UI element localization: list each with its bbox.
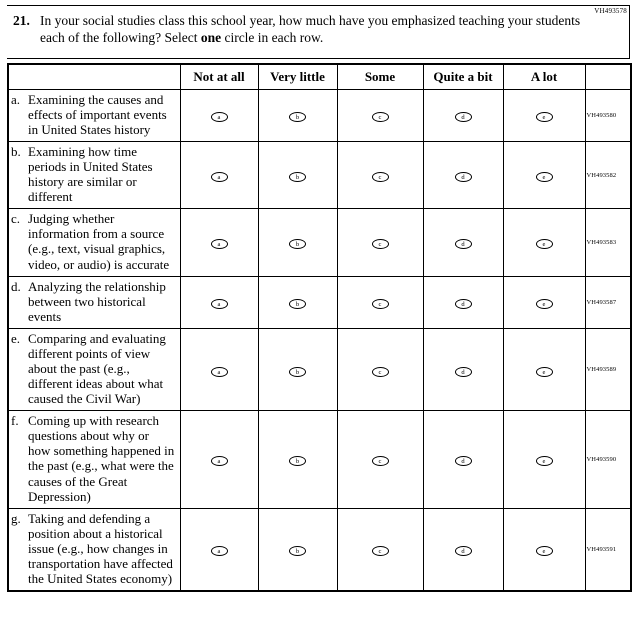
row-id: VH493583 (586, 238, 617, 246)
question-text-suffix: circle in each row. (221, 29, 324, 45)
response-bubble-not-at-all[interactable]: a (211, 112, 228, 122)
row-text: Taking and defending a position about a historical issue (e.g., how changes in transportation have affected the United States economy) (28, 510, 173, 587)
cell-a-lot (503, 276, 585, 328)
cell-some (337, 209, 423, 276)
row-letter: g. (11, 510, 21, 526)
row-text: Examining the causes and effects of important events in United States history (28, 91, 167, 137)
item-cell (8, 141, 180, 208)
column-header-very-little: Very little (258, 64, 337, 90)
table-row (8, 411, 631, 508)
response-bubble-not-at-all[interactable]: a (211, 239, 228, 249)
row-id-cell (585, 276, 631, 328)
response-bubble-a-lot[interactable]: e (536, 299, 553, 309)
cell-a-lot (503, 141, 585, 208)
row-id: VH493590 (586, 455, 617, 463)
response-bubble-very-little[interactable]: b (289, 299, 306, 309)
response-bubble-very-little[interactable]: b (289, 172, 306, 182)
row-id-cell (585, 328, 631, 410)
row-id: VH493582 (586, 171, 617, 179)
cell-not-at-all (180, 328, 258, 410)
table-row (8, 141, 631, 208)
cell-some (337, 411, 423, 508)
cell-not-at-all (180, 209, 258, 276)
row-letter: e. (11, 330, 21, 346)
response-bubble-quite-a-bit[interactable]: d (455, 546, 472, 556)
cell-some (337, 508, 423, 591)
cell-some (337, 276, 423, 328)
cell-quite-a-bit (423, 209, 503, 276)
row-letter: f. (11, 413, 19, 429)
row-text: Comparing and evaluating different points of view about the past (e.g., different ideas about what caused the Civil War) (28, 330, 166, 407)
item-cell (8, 89, 180, 141)
row-letter: b. (11, 143, 21, 159)
response-bubble-some[interactable]: c (372, 546, 389, 556)
cell-a-lot (503, 328, 585, 410)
response-bubble-a-lot[interactable]: e (536, 112, 553, 122)
row-letter: c. (11, 211, 21, 227)
cell-some (337, 141, 423, 208)
response-bubble-a-lot[interactable]: e (536, 456, 553, 466)
item-cell (8, 411, 180, 508)
cell-very-little (258, 141, 337, 208)
row-id: VH493591 (586, 545, 617, 553)
response-bubble-quite-a-bit[interactable]: d (455, 299, 472, 309)
table-row (8, 508, 631, 591)
response-bubble-very-little[interactable]: b (289, 456, 306, 466)
row-id: VH493580 (586, 111, 617, 119)
cell-very-little (258, 209, 337, 276)
row-text: Analyzing the relationship between two historical events (28, 278, 166, 324)
table-row (8, 328, 631, 410)
row-letter: d. (11, 278, 21, 294)
response-bubble-some[interactable]: c (372, 456, 389, 466)
id-column-header (585, 64, 631, 90)
cell-very-little (258, 508, 337, 591)
response-bubble-not-at-all[interactable]: a (211, 367, 228, 377)
cell-a-lot (503, 508, 585, 591)
row-id-cell (585, 209, 631, 276)
cell-a-lot (503, 89, 585, 141)
cell-not-at-all (180, 508, 258, 591)
cell-quite-a-bit (423, 141, 503, 208)
cell-very-little (258, 411, 337, 508)
item-cell (8, 328, 180, 410)
table-body (8, 89, 631, 591)
response-bubble-very-little[interactable]: b (289, 546, 306, 556)
response-bubble-a-lot[interactable]: e (536, 239, 553, 249)
cell-not-at-all (180, 89, 258, 141)
cell-very-little (258, 89, 337, 141)
response-bubble-some[interactable]: c (372, 112, 389, 122)
form-id: VH493578 (594, 7, 627, 15)
response-bubble-a-lot[interactable]: e (536, 172, 553, 182)
response-bubble-quite-a-bit[interactable]: d (455, 367, 472, 377)
row-id-cell (585, 508, 631, 591)
row-id-cell (585, 89, 631, 141)
row-id-cell (585, 411, 631, 508)
response-bubble-some[interactable]: c (372, 239, 389, 249)
response-bubble-some[interactable]: c (372, 172, 389, 182)
question-text-bold: one (200, 29, 222, 45)
column-header-not-at-all: Not at all (180, 64, 258, 90)
cell-quite-a-bit (423, 411, 503, 508)
response-bubble-very-little[interactable]: b (289, 112, 306, 122)
question-text (40, 13, 585, 47)
response-bubble-quite-a-bit[interactable]: d (455, 172, 472, 182)
cell-some (337, 328, 423, 410)
item-cell (8, 276, 180, 328)
cell-not-at-all (180, 411, 258, 508)
response-bubble-not-at-all[interactable]: a (211, 172, 228, 182)
row-text: Coming up with research questions about why or how something happened in the past (e.g., what were the causes of the Great Depression) (28, 413, 175, 504)
question-number: 21. (13, 13, 30, 28)
cell-quite-a-bit (423, 89, 503, 141)
question-text-prefix: In your social studies class this school year, how much have you emphasized teaching your students each of the following? Select (40, 13, 581, 45)
response-bubble-some[interactable]: c (372, 299, 389, 309)
cell-quite-a-bit (423, 276, 503, 328)
column-header-some: Some (337, 64, 423, 90)
table-row (8, 276, 631, 328)
response-grid (7, 63, 632, 592)
response-bubble-not-at-all[interactable]: a (211, 456, 228, 466)
cell-a-lot (503, 209, 585, 276)
cell-a-lot (503, 411, 585, 508)
column-header-a-lot: A lot (503, 64, 585, 90)
response-bubble-quite-a-bit[interactable]: d (455, 239, 472, 249)
response-bubble-quite-a-bit[interactable]: d (455, 456, 472, 466)
cell-not-at-all (180, 276, 258, 328)
response-bubble-quite-a-bit[interactable]: d (455, 112, 472, 122)
cell-quite-a-bit (423, 328, 503, 410)
cell-some (337, 89, 423, 141)
response-bubble-very-little[interactable]: b (289, 239, 306, 249)
item-cell (8, 209, 180, 276)
cell-very-little (258, 276, 337, 328)
header-row (8, 64, 631, 90)
item-cell (8, 508, 180, 591)
response-bubble-a-lot[interactable]: e (536, 546, 553, 556)
response-bubble-very-little[interactable]: b (289, 367, 306, 377)
row-id: VH493589 (586, 366, 617, 374)
question-header (7, 5, 630, 59)
cell-quite-a-bit (423, 508, 503, 591)
cell-not-at-all (180, 141, 258, 208)
row-text: Examining how time periods in United States history are similar or different (28, 143, 153, 205)
response-bubble-not-at-all[interactable]: a (211, 299, 228, 309)
table-row (8, 89, 631, 141)
row-id: VH493587 (586, 298, 617, 306)
cell-very-little (258, 328, 337, 410)
row-letter: a. (11, 91, 21, 107)
row-id-cell (585, 141, 631, 208)
question (13, 13, 585, 47)
response-bubble-not-at-all[interactable]: a (211, 546, 228, 556)
item-column-header (8, 64, 180, 90)
column-header-quite-a-bit: Quite a bit (423, 64, 503, 90)
response-bubble-some[interactable]: c (372, 367, 389, 377)
response-bubble-a-lot[interactable]: e (536, 367, 553, 377)
questionnaire-page (7, 5, 630, 592)
table-row (8, 209, 631, 276)
row-text: Judging whether information from a source (e.g., text, visual graphics, video, or audio) is accurate (28, 211, 170, 272)
